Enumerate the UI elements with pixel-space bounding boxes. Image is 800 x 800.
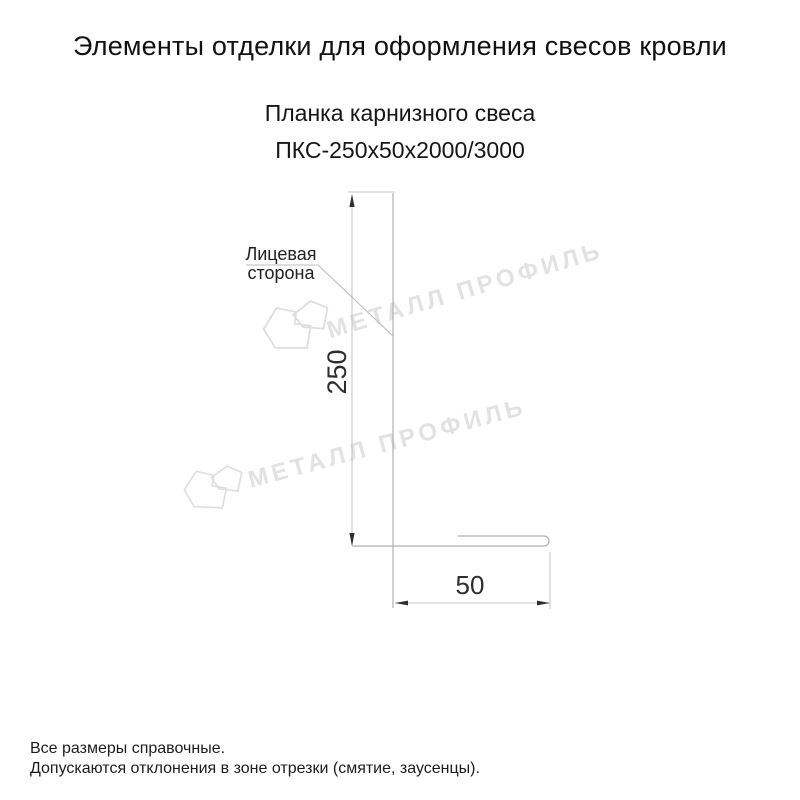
watermark-text: МЕТАЛЛ ПРОФИЛЬ: [245, 393, 530, 494]
arrow-up-icon: [349, 194, 354, 207]
product-code: ПКС-250х50х2000/3000: [275, 137, 525, 163]
face-side-label-line2: сторона: [247, 263, 315, 283]
watermark-text: МЕТАЛЛ ПРОФИЛЬ: [323, 236, 607, 345]
page-title: Элементы отделки для оформления свесов кровли: [73, 31, 727, 61]
profile-flange-hem-line: [352, 536, 549, 546]
footnote-line1: Все размеры справочные.: [30, 740, 226, 757]
face-side-label: [240, 245, 322, 283]
arrow-down-icon: [349, 533, 354, 546]
product-subtitle: Планка карнизного свеса: [264, 100, 536, 126]
dimension-width-value: 50: [455, 570, 485, 600]
face-side-label-line1: Лицевая: [245, 244, 317, 264]
arrow-right-icon: [537, 601, 550, 606]
dimension-height-value: 250: [322, 349, 352, 395]
footnote-line2: Допускаются отклонения в зоне отрезки (смятие, заусенцы).: [30, 760, 480, 777]
arrow-left-icon: [395, 601, 408, 606]
